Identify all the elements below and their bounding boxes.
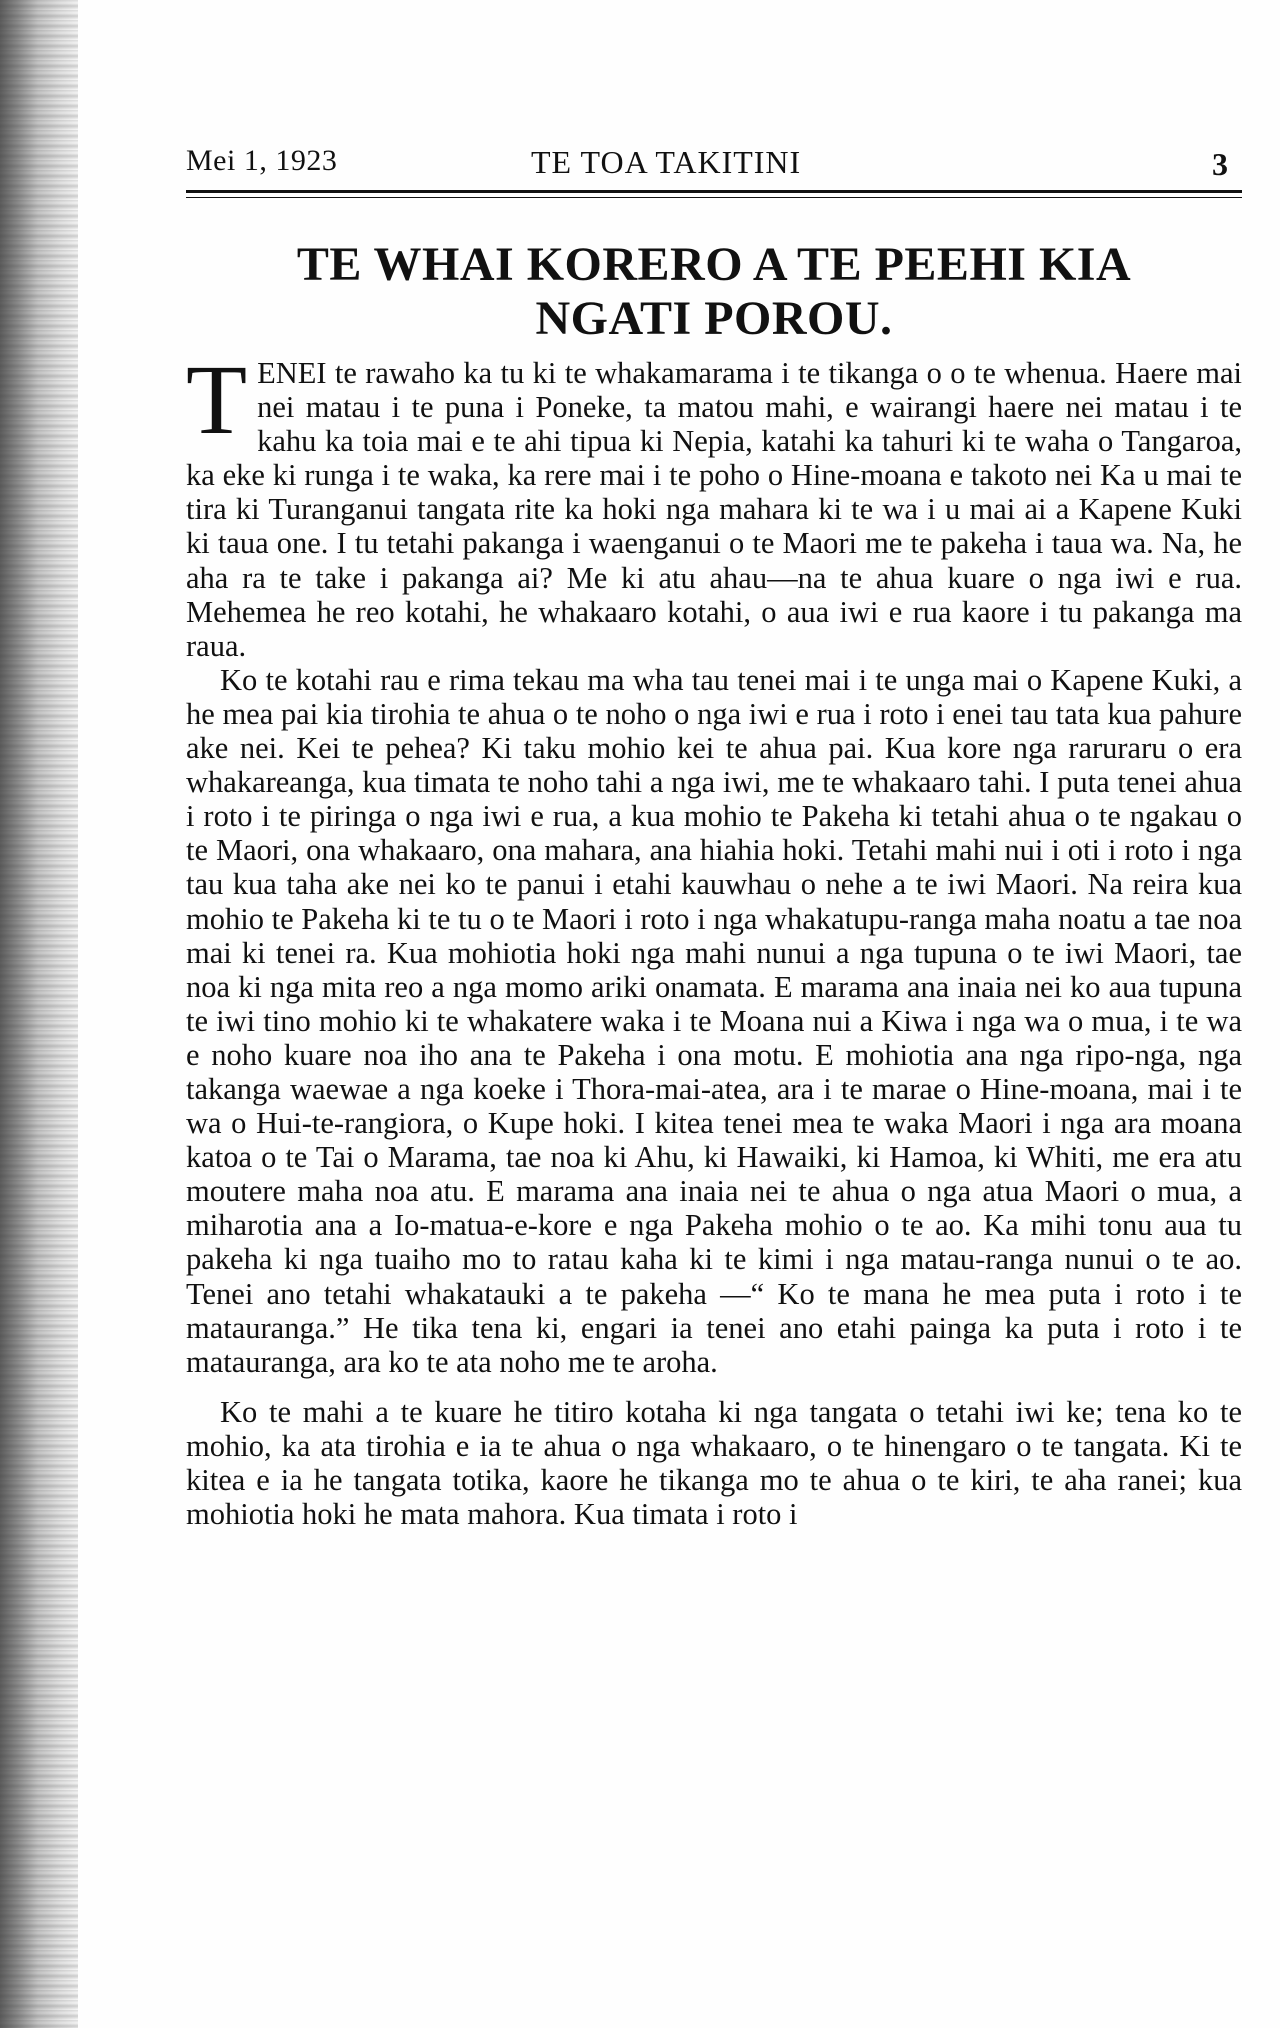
header-date: Mei 1, 1923	[186, 144, 338, 177]
paragraph-3: Ko te mahi a te kuare he titiro kotaha ki nga tangata o tetahi iwi ke; tena ko te mohio, ka ata tirohia e ia te ahua o nga whakaaro, o te hinengaro o te tangata. Ki te kitea e ia he tangata totika, kaore he tikanga mo te ahua o te kiri, te aha ranei; kua mohiotia hoki he mata mahora. Kua timata i roto i	[186, 1394, 1242, 1532]
header-rule	[186, 190, 1242, 193]
article-body	[186, 344, 1242, 1532]
paragraph-1	[186, 344, 1242, 663]
paragraph-2: Ko te kotahi rau e rima tekau ma wha tau tenei mai i te unga mai o Kapene Kuki, a he mea pai kia tirohia te ahua o te noho o nga iwi e rua i roto i enei tau tata kua pahure ake nei. Kei te pehea? Ki taku mohio kei te ahua pai. Kua kore nga raruraru o era whakareanga, kua timata te noho tahi a nga iwi, me te whakaaro tahi. I puta tenei ahua i roto i te piringa o nga iwi e rua, a kua mohio te Pakeha ki tetahi ahua o te ngakau o te Maori, ona whakaaro, ona mahara, ana hiahia hoki. Tetahi mahi nui i oti i roto i nga tau kua taha ake nei ko te panui i etahi kauwhau o nehe a te iwi Maori. Na reira kua mohio te Pakeha ki te tu o te Maori i roto i nga whakatupu-ranga maha noatu a tae noa mai ki tenei ra. Kua mohiotia hoki nga mahi nunui a nga tupuna o te iwi Maori, tae noa ki nga mita reo a nga momo ariki onamata. E marama ana inaia nei ko aua tupuna te iwi tino mohio ki te whakatere waka i te Moana nui a Kiwa i nga wa o mua, i te wa e noho kuare noa iho ana te Pakeha i ona motu. E mohiotia ana nga ripo-nga, nga takanga waewae a nga koeke i Thora-mai-atea, ara i te marae o Hine-moana, mai i te wa o Hui-te-rangiora, o Kupe hoki. I kitea tenei mea te waka Maori i nga ara moana katoa o te Tai o Marama, tae noa ki Ahu, ki Hawaiki, ki Hamoa, ki Whiti, me era atu moutere maha noa atu. E marama ana inaia nei te ahua o nga atua Maori o mua, a miharotia ana a Io-matua-e-kore e nga Pakeha mohio o te ao. Ka mihi tonu aua tu pakeha ki nga tuaiho mo to ratau kaha ki te kimi i nga matau-ranga nunui o te ao. Tenei ano tetahi whakatauki a te pakeha —“ Ko te mana he mea puta i roto i te matauranga.” He tika tena ki, engari ia tenei ano etahi painga ka puta i roto i te matauranga, ara ko te ata noho me te aroha.	[186, 662, 1242, 1379]
article-title-line-2: NGATI POROU.	[535, 292, 893, 345]
header-rule-thin	[186, 197, 1242, 198]
paragraph-1-text: ENEI te rawaho ka tu ki te whakamarama i te tikanga o o te whenua. Haere mai nei matau i te puna i Poneke, ta matou mahi, e wairangi haere nei matau i te kahu ka toia mai e te ahi tipua ki Nepia, katahi ka tahuri ki te waha o Tangaroa, ka eke ki runga i te waka, ka rere mai i te poho o Hine-moana e takoto nei Ka u mai te tira ki Turanganui tangata rite ka hoki nga mahara ki te wa i u mai ai a Kapene Kuki ki taua one. I tu tetahi pakanga i waenganui o te Maori me te pakeha i taua wa. Na, he aha ra te take i pakanga ai? Me ki atu ahau—na te ahua kuare o nga iwi e rua. Mehemea he reo kotahi, he whakaaro kotahi, o aua iwi e rua kaore i tu pakanga ma raua.	[186, 356, 1242, 663]
drop-cap: T	[186, 344, 248, 455]
page-header	[186, 140, 1246, 186]
masthead: TE TOA TAKITINI	[531, 144, 802, 180]
article-title-line-1: TE WHAI KORERO A TE PEEHI KIA	[296, 238, 1132, 291]
page-number: 3	[1212, 146, 1228, 182]
article-title	[186, 238, 1242, 346]
binding-edge	[0, 0, 78, 2028]
